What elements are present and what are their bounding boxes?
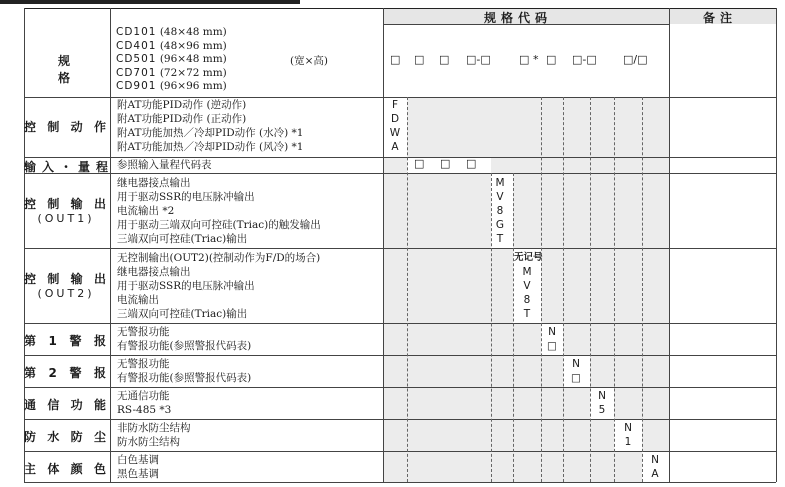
row-3-codes bbox=[514, 251, 543, 321]
code-value: M bbox=[522, 266, 532, 278]
row-2-item: 用于驱动SSR的电压脉冲输出 bbox=[117, 191, 255, 203]
row-7-item: 非防水防尘结构 bbox=[117, 422, 191, 434]
row-label-control-action: 控制动作 bbox=[24, 120, 108, 134]
code-value: 无记号 bbox=[514, 252, 543, 263]
model-size-2: (96×48 mm) bbox=[159, 53, 227, 66]
code-slot-7: □-□ bbox=[572, 53, 597, 66]
row-label-out1 bbox=[24, 195, 108, 225]
border-right bbox=[776, 8, 777, 482]
row-8-codes bbox=[648, 453, 662, 481]
code-value: N bbox=[624, 422, 632, 434]
row-5-item: 无警报功能 bbox=[117, 358, 170, 370]
row-6-item: RS-485 *3 bbox=[117, 404, 172, 416]
code-slot-8: □/□ bbox=[623, 53, 648, 66]
sep-6 bbox=[24, 387, 776, 388]
sep-3 bbox=[24, 248, 776, 249]
code-value: 8 bbox=[523, 294, 531, 306]
row-5-items bbox=[117, 357, 251, 385]
code-slot-4: □ bbox=[519, 53, 530, 66]
row-4-item: 无警报功能 bbox=[117, 326, 170, 338]
code-value: □ bbox=[440, 157, 451, 170]
code-value: N bbox=[572, 358, 580, 370]
row-1-items bbox=[117, 158, 212, 172]
row-3-item: 三端双向可控硅(Triac)输出 bbox=[117, 308, 248, 320]
code-value: □ bbox=[547, 340, 557, 352]
row-4-item: 有警报功能(参照警报代码表) bbox=[117, 340, 252, 352]
row-0-item: 附AT功能PID动作 (逆动作) bbox=[117, 99, 247, 111]
border-top bbox=[24, 8, 776, 9]
row-5-codes bbox=[569, 357, 583, 385]
row-0-item: 附AT功能PID动作 (正动作) bbox=[117, 113, 247, 125]
row-8-items bbox=[117, 453, 159, 481]
sep-5 bbox=[24, 355, 776, 356]
code-slot-0: □ bbox=[390, 53, 401, 66]
model-size-4: (96×96 mm) bbox=[159, 80, 227, 93]
code-value: V bbox=[496, 191, 504, 203]
code-slot-1: □ bbox=[414, 53, 425, 66]
row-3-item: 无控制输出(OUT2)(控制动作为F/D的场合) bbox=[117, 252, 321, 264]
row-7-item: 防水防尘结构 bbox=[117, 436, 180, 448]
border-col3 bbox=[669, 8, 670, 482]
row-6-codes bbox=[595, 389, 609, 417]
sep-4 bbox=[24, 323, 776, 324]
row-0-item: 附AT功能加热／冷却PID动作 (风冷) *1 bbox=[117, 141, 304, 153]
row-6-item: 无通信功能 bbox=[117, 390, 170, 402]
code-value: F bbox=[391, 99, 399, 111]
row-label-waterproof: 防水防尘 bbox=[24, 430, 108, 444]
row-2-item: 三端双向可控硅(Triac)输出 bbox=[117, 233, 248, 245]
code-value: 8 bbox=[496, 205, 504, 217]
row-0-items bbox=[117, 98, 303, 154]
code-value: V bbox=[523, 280, 531, 292]
dash-3 bbox=[513, 173, 514, 482]
row-2-items bbox=[117, 176, 321, 246]
border-col1 bbox=[110, 8, 111, 482]
code-value: 1 bbox=[624, 436, 632, 448]
dash-6 bbox=[590, 97, 591, 482]
model-size-1: (48×96 mm) bbox=[159, 39, 227, 52]
row-3-item: 电流输出 bbox=[117, 294, 159, 306]
row-8-item: 白色基调 bbox=[117, 454, 159, 466]
model-2: CD501 bbox=[116, 53, 157, 66]
model-0: CD101 bbox=[116, 26, 157, 38]
code-value: D bbox=[390, 113, 400, 125]
code-value: □ bbox=[414, 157, 425, 170]
row-8-item: 黑色基调 bbox=[117, 468, 159, 480]
code-value: □ bbox=[466, 157, 477, 170]
code-value: T bbox=[496, 233, 504, 245]
code-value: M bbox=[495, 177, 505, 189]
sep-2 bbox=[24, 173, 776, 174]
code-value: T bbox=[523, 308, 531, 320]
remarks-title: 备注 bbox=[703, 11, 738, 25]
border-bottom bbox=[24, 482, 776, 483]
row-6-items bbox=[117, 389, 171, 417]
code-value: N bbox=[598, 390, 606, 402]
row-label-input-range: 输入・量程 bbox=[24, 160, 108, 174]
row-3-items bbox=[117, 251, 320, 321]
code-value: N bbox=[548, 326, 556, 338]
dash-1 bbox=[407, 97, 408, 482]
dash-2 bbox=[491, 173, 492, 482]
row-7-items bbox=[117, 421, 191, 449]
row-label-body-color: 主体颜色 bbox=[24, 462, 108, 476]
spec-code-title: 规格代码 bbox=[484, 11, 553, 25]
sep-7 bbox=[24, 419, 776, 420]
out2-title: 控制输出 bbox=[24, 272, 108, 286]
row-0-codes bbox=[388, 98, 402, 154]
size-note: (宽×高) bbox=[290, 55, 328, 67]
out2-sublabel: (OUT2) bbox=[37, 287, 95, 300]
row-4-items bbox=[117, 325, 251, 353]
code-slot-3: □-□ bbox=[466, 53, 491, 66]
row-label-out2 bbox=[24, 270, 108, 300]
row-5-item: 有警报功能(参照警报代码表) bbox=[117, 372, 252, 384]
out1-sublabel: (OUT1) bbox=[37, 212, 95, 225]
model-3: CD701 bbox=[116, 66, 157, 79]
code-value: G bbox=[495, 219, 505, 231]
model-list bbox=[116, 26, 227, 94]
row-3-item: 继电器接点输出 bbox=[117, 266, 191, 278]
code-value: 5 bbox=[598, 404, 606, 416]
code-slot-6: □ bbox=[546, 53, 557, 66]
code-value: A bbox=[391, 141, 399, 153]
dash-8 bbox=[642, 97, 643, 482]
model-size-3: (72×72 mm) bbox=[159, 66, 227, 79]
border-col2 bbox=[383, 8, 384, 482]
row-2-item: 继电器接点输出 bbox=[117, 177, 191, 189]
sep-8 bbox=[24, 451, 776, 452]
model-1: CD401 bbox=[116, 39, 157, 52]
top-cutoff-bar bbox=[0, 0, 300, 4]
spec-label: 规 格 bbox=[57, 54, 111, 85]
row-label-communication: 通信功能 bbox=[24, 398, 108, 412]
dash-5 bbox=[563, 97, 564, 482]
code-slot-5: * bbox=[533, 53, 539, 66]
row-2-codes bbox=[493, 176, 507, 246]
row-1-item: 参照输入量程代码表 bbox=[117, 159, 212, 171]
code-value: W bbox=[389, 127, 401, 139]
out1-title: 控制输出 bbox=[24, 197, 108, 211]
code-value: A bbox=[651, 468, 659, 480]
row-label-alarm1: 第1警报 bbox=[24, 334, 108, 348]
dash-4 bbox=[541, 97, 542, 482]
row-label-alarm2: 第2警报 bbox=[24, 366, 108, 380]
row-2-item: 电流输出 *2 bbox=[117, 205, 175, 217]
model-4: CD901 bbox=[116, 80, 157, 93]
row-7-codes bbox=[621, 421, 635, 449]
dash-7 bbox=[614, 97, 615, 482]
row-4-codes bbox=[545, 325, 559, 353]
code-value: N bbox=[651, 454, 659, 466]
row-3-item: 用于驱动SSR的电压脉冲输出 bbox=[117, 280, 255, 292]
code-slot-2: □ bbox=[439, 53, 450, 66]
code-value: □ bbox=[571, 372, 581, 384]
model-size-0: (48×48 mm) bbox=[159, 26, 227, 38]
row-0-item: 附AT功能加热／冷却PID动作 (水冷) *1 bbox=[117, 127, 304, 139]
row-2-item: 用于驱动三端双向可控硅(Triac)的触发输出 bbox=[117, 219, 321, 231]
